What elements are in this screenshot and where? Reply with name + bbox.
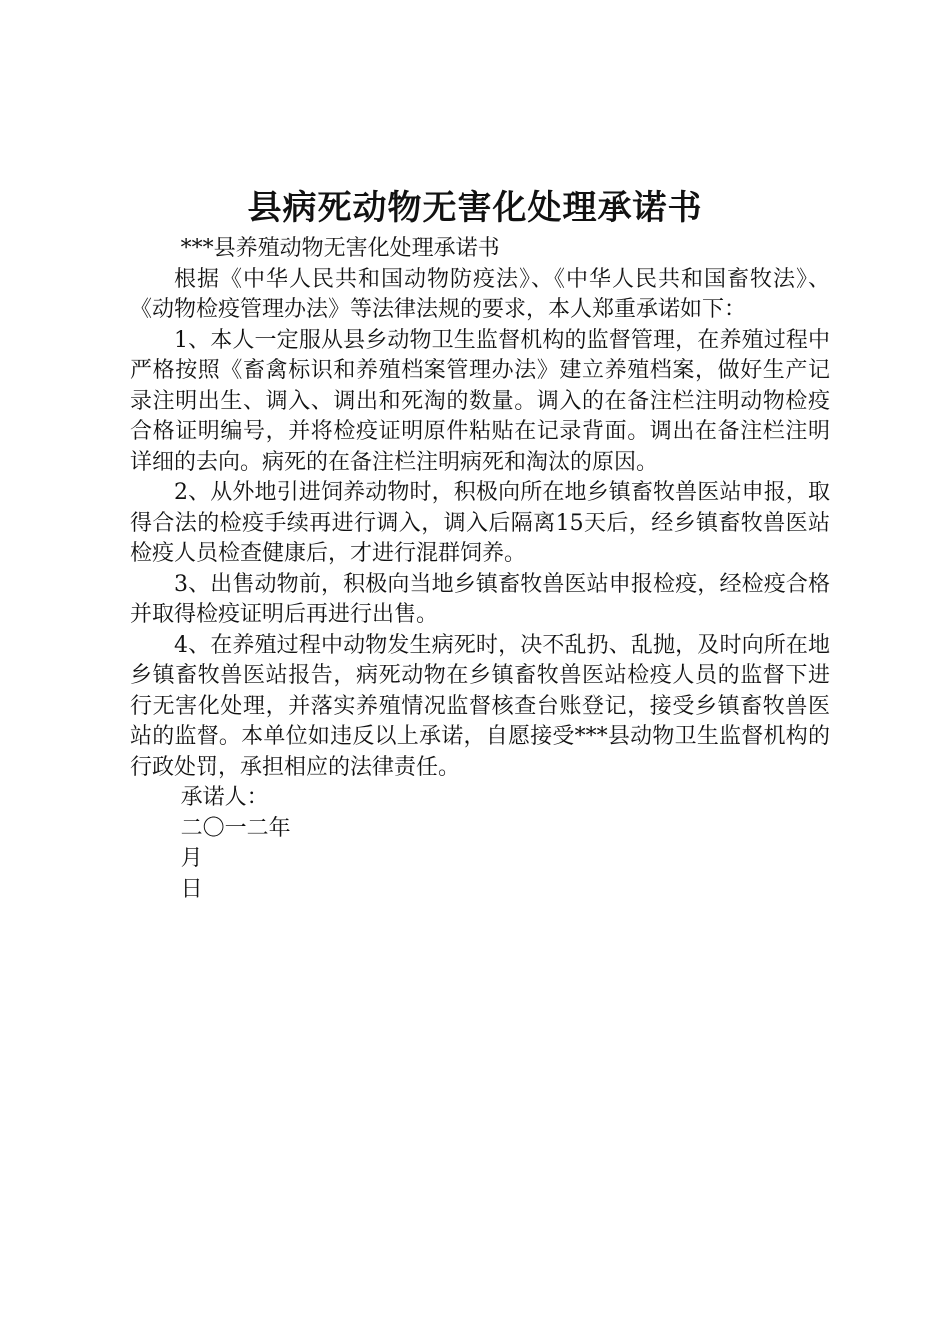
document-subtitle: ***县养殖动物无害化处理承诺书 — [180, 236, 500, 261]
document-body — [130, 234, 830, 905]
signature-year: 二〇一二年 — [180, 815, 291, 841]
paragraph-commitment-3: 3、出售动物前，积极向当地乡镇畜牧兽医站申报检疫，经检疫合格并取得检疫证明后再进行出售。 — [130, 571, 830, 627]
signer-label: 承诺人： — [180, 785, 269, 810]
paragraph-commitment-1: 1、本人一定服从县乡动物卫生监督机构的监督管理，在养殖过程中严格按照《畜禽标识和养殖档案管理办法》建立养殖档案，做好生产记录注明出生、调入、调出和死淘的数量。调入的在备注栏注明动物检疫合格证明编号，并将检疫证明原件粘贴在记录背面。调出在备注栏注明详细的去向。病死的在备注栏注明病死和淘汰的原因。 — [130, 327, 830, 475]
paragraph-commitment-4: 4、在养殖过程中动物发生病死时，决不乱扔、乱抛，及时向所在地乡镇畜牧兽医站报告，病死动物在乡镇畜牧兽医站检疫人员的监督下进行无害化处理，并落实养殖情况监督核查台账登记，接受乡镇畜牧兽医站的监督。本单位如违反以上承诺，自愿接受***县动物卫生监督机构的行政处罚，承担相应的法律责任。 — [130, 632, 830, 780]
signature-day: 日 — [180, 876, 203, 902]
paragraph-commitment-2: 2、从外地引进饲养动物时，积极向所在地乡镇畜牧兽医站申报，取得合法的检疫手续再进行调入，调入后隔离15天后，经乡镇畜牧兽医站检疫人员检查健康后，才进行混群饲养。 — [130, 480, 830, 566]
paragraph-intro: 根据《中华人民共和国动物防疫法》、《中华人民共和国畜牧法》、《动物检疫管理办法》等法律法规的要求，本人郑重承诺如下： — [130, 266, 830, 322]
document-title: 县病死动物无害化处理承诺书 — [247, 188, 703, 228]
signature-month: 月 — [180, 846, 203, 871]
